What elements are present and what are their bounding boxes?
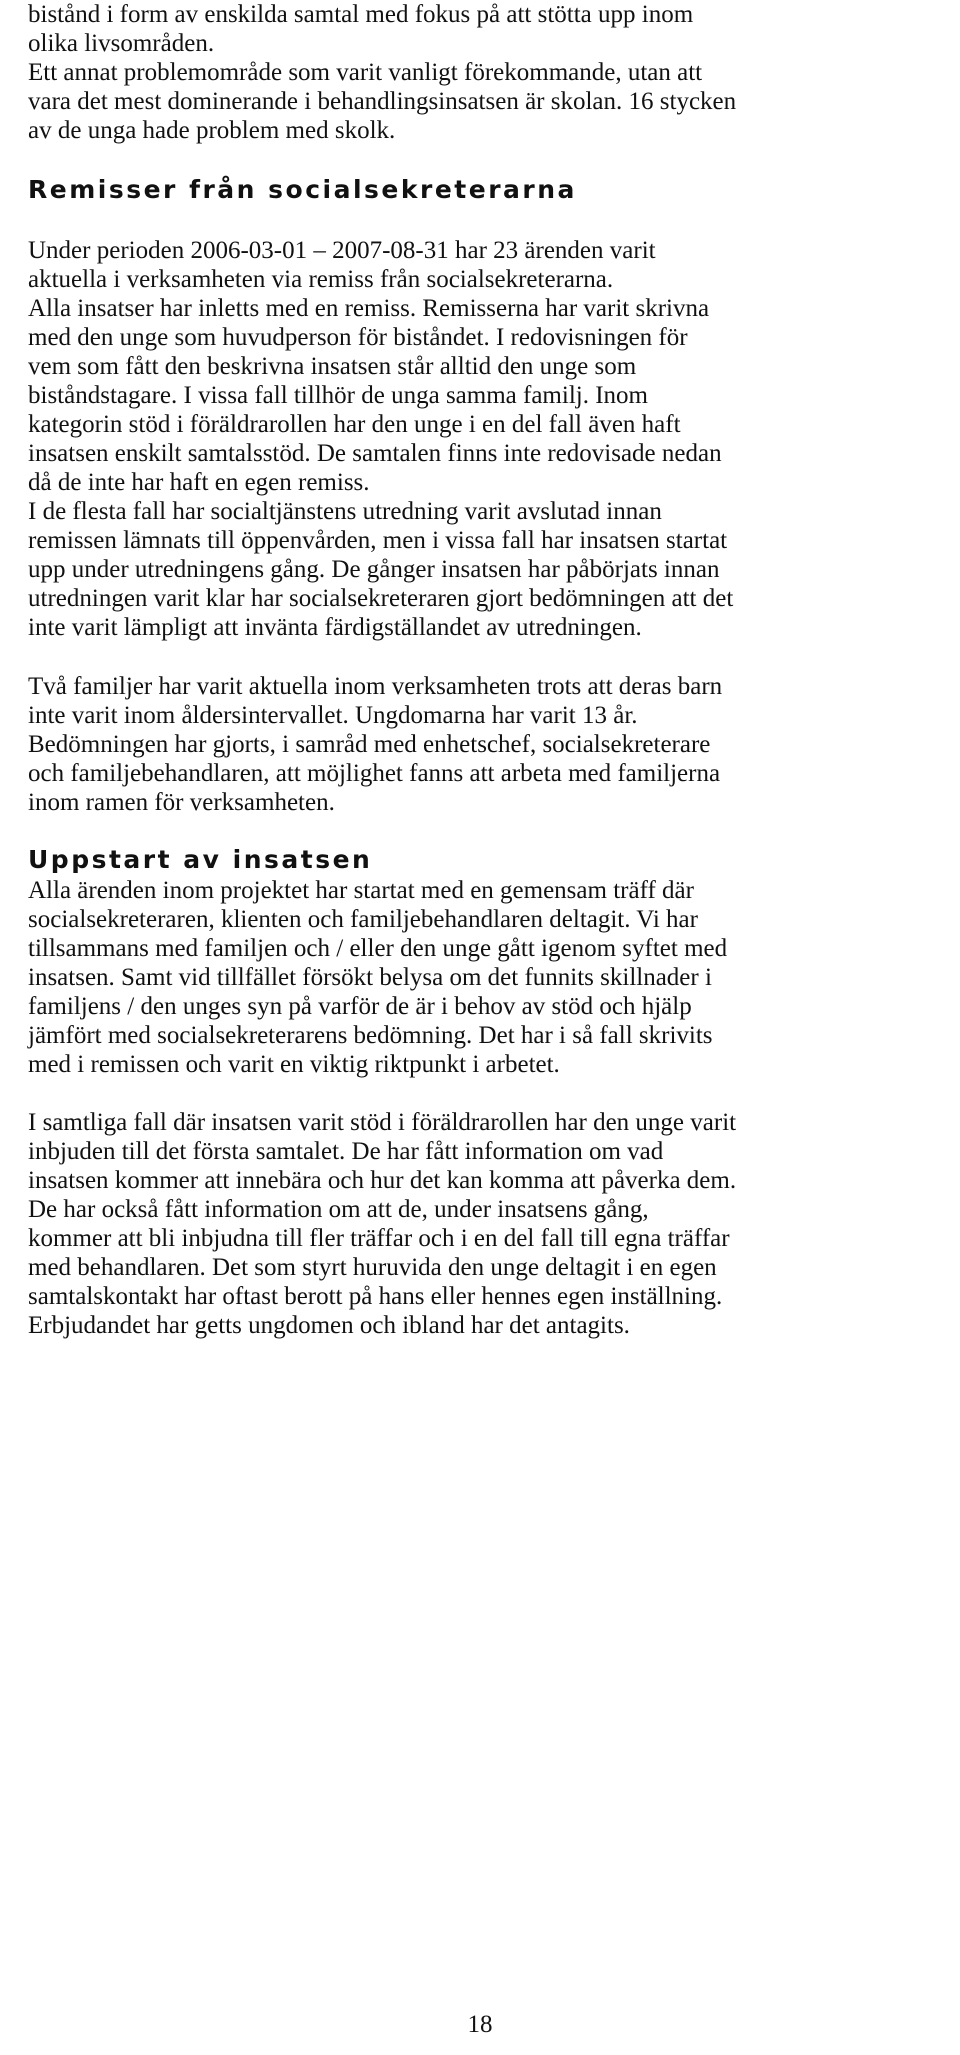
text-line: I samtliga fall där insatsen varit stöd i föräldrarollen har den unge varit <box>28 1109 737 1136</box>
text-line: Erbjudandet har getts ungdomen och ibland har det antagits. <box>28 1312 630 1339</box>
text-line: med i remissen och varit en viktig riktpunkt i arbetet. <box>28 1051 560 1078</box>
text-line: inbjuden till det första samtalet. De har fått information om vad <box>28 1138 664 1165</box>
text-line: samtalskontakt har oftast berott på hans eller hennes egen inställning. <box>28 1283 723 1310</box>
text-line: vara det mest dominerande i behandlingsinsatsen är skolan. 16 stycken <box>28 88 737 115</box>
text-line: upp under utredningens gång. De gånger insatsen har påbörjats innan <box>28 556 720 583</box>
page-number: 18 <box>467 2011 493 2038</box>
section-heading-remisser: Remisser från socialsekreterarna <box>28 175 577 204</box>
text-line: inte varit inom åldersintervallet. Ungdomarna har varit 13 år. <box>28 702 638 729</box>
text-line: olika livsområden. <box>28 30 215 57</box>
text-line: socialsekreteraren, klienten och familjebehandlaren deltagit. Vi har <box>28 906 698 933</box>
text-line: familjens / den unges syn på varför de är i behov av stöd och hjälp <box>28 993 692 1020</box>
text-line: insatsen enskilt samtalsstöd. De samtalen finns inte redovisade nedan <box>28 440 722 467</box>
text-line: De har också fått information om att de, under insatsens gång, <box>28 1196 649 1223</box>
text-line: Två familjer har varit aktuella inom verksamheten trots att deras barn <box>28 673 723 700</box>
text-line: kommer att bli inbjudna till fler träffar och i en del fall till egna träffar <box>28 1225 730 1252</box>
text-line: utredningen varit klar har socialsekreteraren gjort bedömningen att det <box>28 585 734 612</box>
text-line: aktuella i verksamheten via remiss från socialsekreterarna. <box>28 266 614 293</box>
text-line: inom ramen för verksamheten. <box>28 789 335 816</box>
text-line: insatsen. Samt vid tillfället försökt belysa om det funnits skillnader i <box>28 964 712 991</box>
text-line: remissen lämnats till öppenvården, men i vissa fall har insatsen startat <box>28 527 728 554</box>
text-line: biståndstagare. I vissa fall tillhör de unga samma familj. Inom <box>28 382 648 409</box>
text-line: kategorin stöd i föräldrarollen har den unge i en del fall även haft <box>28 411 681 438</box>
text-line: vem som fått den beskrivna insatsen står alltid den unge som <box>28 353 637 380</box>
text-line: Alla ärenden inom projektet har startat med en gemensam träff där <box>28 877 694 904</box>
text-line: av de unga hade problem med skolk. <box>28 117 396 144</box>
text-line: och familjebehandlaren, att möjlighet fanns att arbeta med familjerna <box>28 760 721 787</box>
text-line: med den unge som huvudperson för biståndet. I redovisningen för <box>28 324 688 351</box>
text-line: I de flesta fall har socialtjänstens utredning varit avslutad innan <box>28 498 662 525</box>
section-heading-uppstart: Uppstart av insatsen <box>28 845 373 874</box>
text-line: Alla insatser har inletts med en remiss. Remisserna har varit skrivna <box>28 295 710 322</box>
text-line: tillsammans med familjen och / eller den unge gått igenom syftet med <box>28 935 728 962</box>
text-line: med behandlaren. Det som styrt huruvida den unge deltagit i en egen <box>28 1254 717 1281</box>
text-line: Ett annat problemområde som varit vanligt förekommande, utan att <box>28 59 703 86</box>
text-line: bistånd i form av enskilda samtal med fokus på att stötta upp inom <box>28 1 694 28</box>
text-line: Under perioden 2006-03-01 – 2007-08-31 har 23 ärenden varit <box>28 237 656 264</box>
text-line: då de inte har haft en egen remiss. <box>28 469 370 496</box>
text-line: inte varit lämpligt att invänta färdigställandet av utredningen. <box>28 614 642 641</box>
text-line: insatsen kommer att innebära och hur det kan komma att påverka dem. <box>28 1167 737 1194</box>
text-line: jämfört med socialsekreterarens bedömning. Det har i så fall skrivits <box>28 1022 713 1049</box>
text-line: Bedömningen har gjorts, i samråd med enhetschef, socialsekreterare <box>28 731 711 758</box>
